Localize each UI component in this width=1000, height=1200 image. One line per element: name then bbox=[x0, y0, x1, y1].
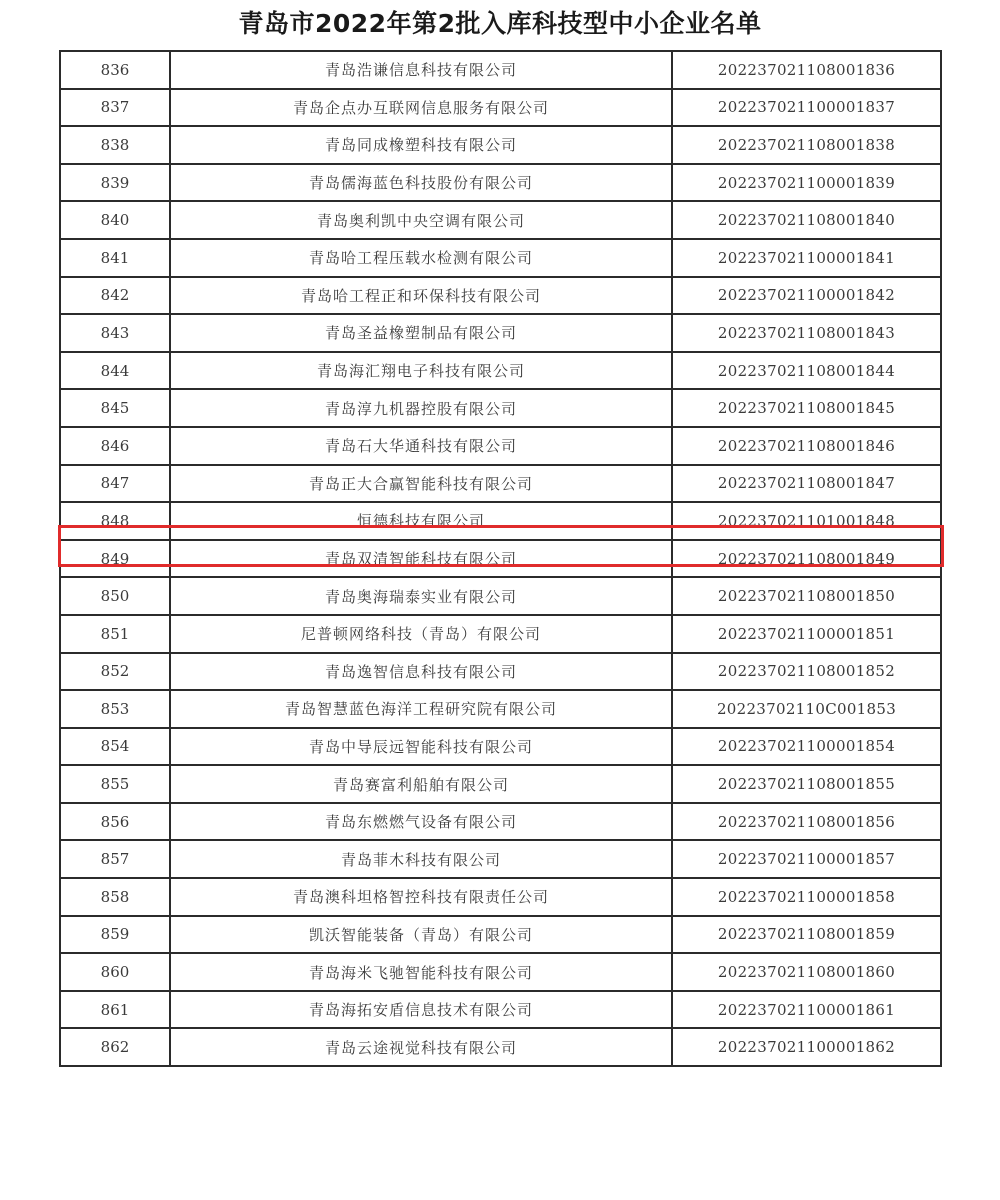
row-number-cell: 862 bbox=[60, 1028, 170, 1066]
registration-code-cell: 202237021108001859 bbox=[672, 916, 941, 954]
registration-code-cell: 202237021108001847 bbox=[672, 465, 941, 503]
row-number-cell: 850 bbox=[60, 577, 170, 615]
company-name-cell: 青岛智慧蓝色海洋工程研究院有限公司 bbox=[170, 690, 672, 728]
registration-code-cell: 202237021108001850 bbox=[672, 577, 941, 615]
company-name-cell: 青岛儒海蓝色科技股份有限公司 bbox=[170, 164, 672, 202]
company-name-cell: 青岛海汇翔电子科技有限公司 bbox=[170, 352, 672, 390]
row-number-cell: 851 bbox=[60, 615, 170, 653]
registration-code-cell: 202237021108001843 bbox=[672, 314, 941, 352]
company-name-cell: 凯沃智能装备（青岛）有限公司 bbox=[170, 916, 672, 954]
company-name-cell: 青岛中导辰远智能科技有限公司 bbox=[170, 728, 672, 766]
table-row bbox=[60, 465, 941, 503]
table-row bbox=[60, 277, 941, 315]
table-row bbox=[60, 314, 941, 352]
table-row bbox=[60, 502, 941, 540]
table-row bbox=[60, 540, 941, 578]
table-row bbox=[60, 352, 941, 390]
row-number-cell: 839 bbox=[60, 164, 170, 202]
registration-code-cell: 202237021101001848 bbox=[672, 502, 941, 540]
registration-code-cell: 202237021100001862 bbox=[672, 1028, 941, 1066]
registration-code-cell: 202237021100001841 bbox=[672, 239, 941, 277]
company-name-cell: 青岛淳九机器控股有限公司 bbox=[170, 389, 672, 427]
company-name-cell: 青岛企点办互联网信息服务有限公司 bbox=[170, 89, 672, 127]
row-number-cell: 837 bbox=[60, 89, 170, 127]
company-name-cell: 尼普顿网络科技（青岛）有限公司 bbox=[170, 615, 672, 653]
registration-code-cell: 202237021108001844 bbox=[672, 352, 941, 390]
registration-code-cell: 202237021100001851 bbox=[672, 615, 941, 653]
registration-code-cell: 202237021100001861 bbox=[672, 991, 941, 1029]
row-number-cell: 845 bbox=[60, 389, 170, 427]
company-name-cell: 青岛浩谦信息科技有限公司 bbox=[170, 51, 672, 89]
company-name-cell: 青岛海米飞驰智能科技有限公司 bbox=[170, 953, 672, 991]
registration-code-cell: 202237021100001842 bbox=[672, 277, 941, 315]
table-row bbox=[60, 840, 941, 878]
table-row bbox=[60, 201, 941, 239]
table-row bbox=[60, 1028, 941, 1066]
row-number-cell: 840 bbox=[60, 201, 170, 239]
enterprise-list-table bbox=[59, 50, 942, 1067]
row-number-cell: 846 bbox=[60, 427, 170, 465]
company-name-cell: 青岛海拓安盾信息技术有限公司 bbox=[170, 991, 672, 1029]
table-body bbox=[60, 51, 941, 1066]
company-name-cell: 青岛云途视觉科技有限公司 bbox=[170, 1028, 672, 1066]
company-name-cell: 青岛奥利凯中央空调有限公司 bbox=[170, 201, 672, 239]
company-name-cell: 青岛哈工程正和环保科技有限公司 bbox=[170, 277, 672, 315]
company-name-cell: 青岛同成橡塑科技有限公司 bbox=[170, 126, 672, 164]
table-row bbox=[60, 615, 941, 653]
company-name-cell: 青岛双清智能科技有限公司 bbox=[170, 540, 672, 578]
row-number-cell: 843 bbox=[60, 314, 170, 352]
row-number-cell: 858 bbox=[60, 878, 170, 916]
row-number-cell: 859 bbox=[60, 916, 170, 954]
table-row bbox=[60, 953, 941, 991]
registration-code-cell: 202237021108001856 bbox=[672, 803, 941, 841]
company-name-cell: 青岛赛富利船舶有限公司 bbox=[170, 765, 672, 803]
registration-code-cell: 202237021100001857 bbox=[672, 840, 941, 878]
table-row bbox=[60, 690, 941, 728]
row-number-cell: 861 bbox=[60, 991, 170, 1029]
company-name-cell: 青岛菲木科技有限公司 bbox=[170, 840, 672, 878]
company-name-cell: 青岛澳科坦格智控科技有限责任公司 bbox=[170, 878, 672, 916]
company-name-cell: 青岛奥海瑞泰实业有限公司 bbox=[170, 577, 672, 615]
company-name-cell: 青岛哈工程压载水检测有限公司 bbox=[170, 239, 672, 277]
registration-code-cell: 202237021108001855 bbox=[672, 765, 941, 803]
table-row bbox=[60, 389, 941, 427]
registration-code-cell: 202237021108001845 bbox=[672, 389, 941, 427]
table-row bbox=[60, 239, 941, 277]
row-number-cell: 860 bbox=[60, 953, 170, 991]
company-name-cell: 恒德科技有限公司 bbox=[170, 502, 672, 540]
company-name-cell: 青岛圣益橡塑制品有限公司 bbox=[170, 314, 672, 352]
registration-code-cell: 20223702110C001853 bbox=[672, 690, 941, 728]
company-name-cell: 青岛石大华通科技有限公司 bbox=[170, 427, 672, 465]
row-number-cell: 838 bbox=[60, 126, 170, 164]
row-number-cell: 853 bbox=[60, 690, 170, 728]
table-row bbox=[60, 803, 941, 841]
table-row bbox=[60, 878, 941, 916]
row-number-cell: 856 bbox=[60, 803, 170, 841]
registration-code-cell: 202237021100001839 bbox=[672, 164, 941, 202]
registration-code-cell: 202237021100001837 bbox=[672, 89, 941, 127]
table-row bbox=[60, 164, 941, 202]
company-name-cell: 青岛正大合赢智能科技有限公司 bbox=[170, 465, 672, 503]
row-number-cell: 854 bbox=[60, 728, 170, 766]
row-number-cell: 844 bbox=[60, 352, 170, 390]
registration-code-cell: 202237021108001836 bbox=[672, 51, 941, 89]
table-row bbox=[60, 126, 941, 164]
table-row bbox=[60, 653, 941, 691]
table-row bbox=[60, 765, 941, 803]
row-number-cell: 841 bbox=[60, 239, 170, 277]
row-number-cell: 849 bbox=[60, 540, 170, 578]
registration-code-cell: 202237021108001840 bbox=[672, 201, 941, 239]
registration-code-cell: 202237021108001852 bbox=[672, 653, 941, 691]
table-row bbox=[60, 89, 941, 127]
row-number-cell: 848 bbox=[60, 502, 170, 540]
row-number-cell: 855 bbox=[60, 765, 170, 803]
table-row bbox=[60, 51, 941, 89]
row-number-cell: 857 bbox=[60, 840, 170, 878]
row-number-cell: 852 bbox=[60, 653, 170, 691]
registration-code-cell: 202237021108001849 bbox=[672, 540, 941, 578]
table-row bbox=[60, 916, 941, 954]
row-number-cell: 847 bbox=[60, 465, 170, 503]
table-row bbox=[60, 728, 941, 766]
row-number-cell: 842 bbox=[60, 277, 170, 315]
table-row bbox=[60, 577, 941, 615]
table-row bbox=[60, 427, 941, 465]
table-row bbox=[60, 991, 941, 1029]
company-name-cell: 青岛东燃燃气设备有限公司 bbox=[170, 803, 672, 841]
registration-code-cell: 202237021100001854 bbox=[672, 728, 941, 766]
row-number-cell: 836 bbox=[60, 51, 170, 89]
registration-code-cell: 202237021100001858 bbox=[672, 878, 941, 916]
registration-code-cell: 202237021108001846 bbox=[672, 427, 941, 465]
document-title: 青岛市2022年第2批入库科技型中小企业名单 bbox=[238, 9, 762, 38]
company-name-cell: 青岛逸智信息科技有限公司 bbox=[170, 653, 672, 691]
registration-code-cell: 202237021108001860 bbox=[672, 953, 941, 991]
registration-code-cell: 202237021108001838 bbox=[672, 126, 941, 164]
